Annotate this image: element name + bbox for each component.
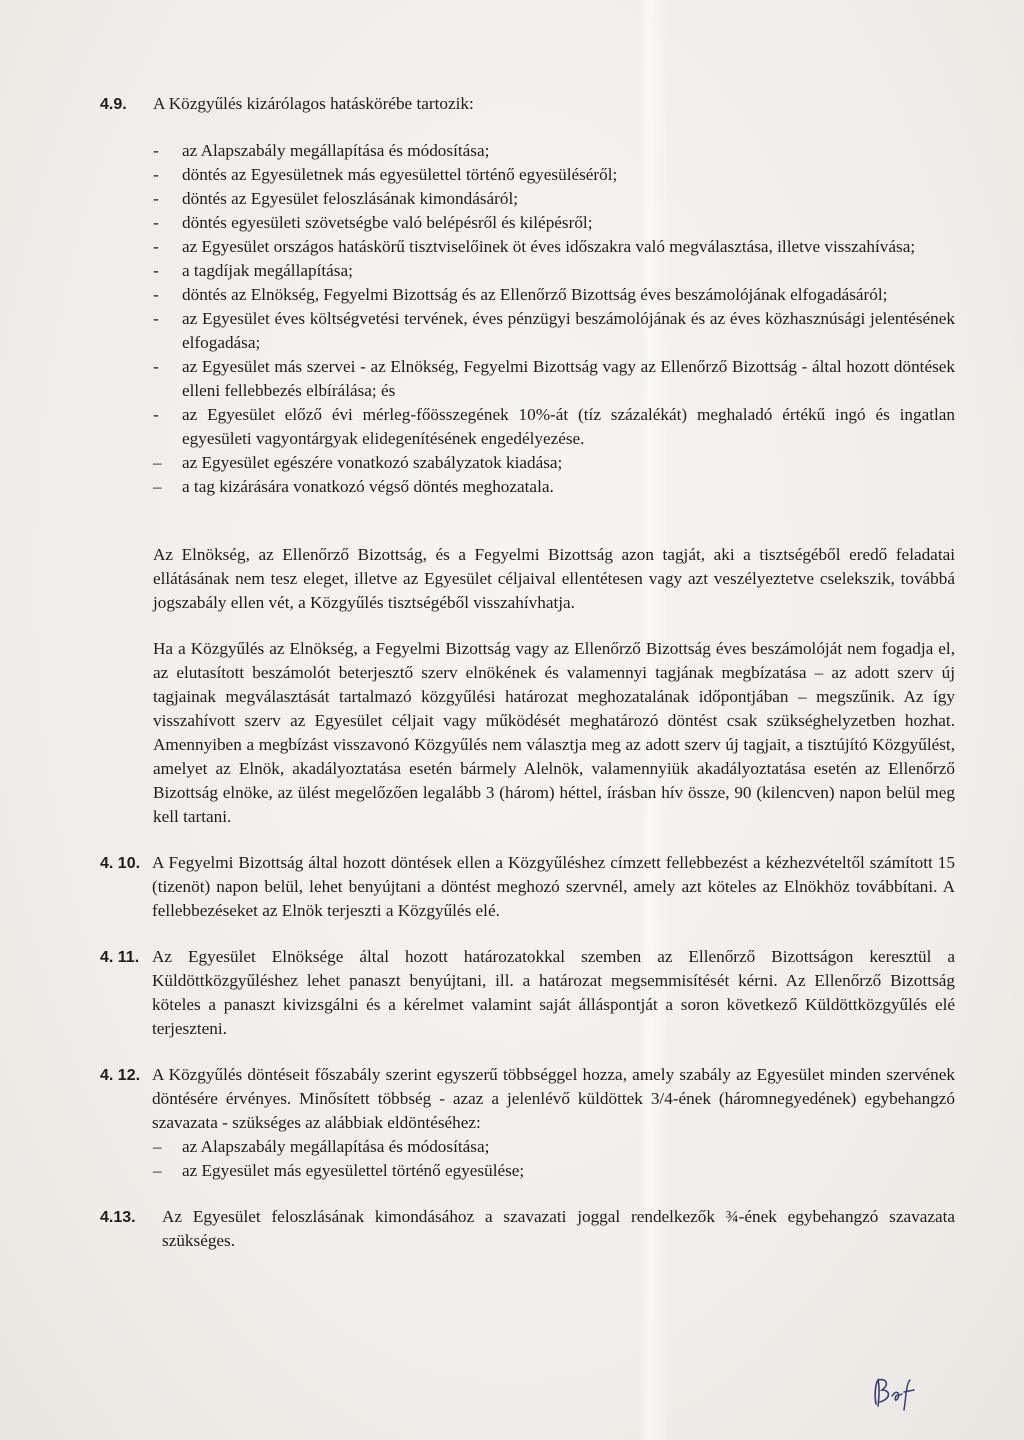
section-4-10 xyxy=(100,851,955,923)
section-text: Az Egyesület Elnöksége által hozott határozatokkal szemben az Ellenőrző Bizottságon keresztül a Küldöttközgyűléshez lehet panaszt benyújtani, ill. a határozat megsemmisítését kérni. Az Ellenőrző Bizottság köteles a panaszt kivizsgálni és a kérelmet valamint saját álláspontját a soron következő Küldöttközgyűlés elé terjeszteni. xyxy=(152,947,955,1038)
section-number: 4. 11. xyxy=(100,949,140,966)
list-item: - döntés az Egyesület feloszlásának kimondásáról; xyxy=(153,189,519,208)
report-rejection-paragraph: Ha a Közgyűlés az Elnökség, a Fegyelmi Bizottság vagy az Ellenőrző Bizottság éves beszámolóját nem fogadja el, az elutasított beszámolót beterjesztő szerv elnökének és valamennyi tagjának megbízatása – az adott szerv új tagjainak megválasztását tartalmazó közgyűlési határozat meghozatalának időpontjában – megszűnik. Az így visszahívott szerv az Egyesület céljait vagy működését meghatározó döntést csak szükséghelyzetben hozhat. Amennyiben a megbízást visszavonó Közgyűlés nem választja meg az adott szerv új tagjait, a tisztújító Közgyűlést, amelyet az Elnök, akadályoztatása esetén bármely Alelnök, valamennyiük akadályoztatása esetén az Ellenőrző Bizottság elnöke, az ülést megelőzően legalább 3 (három) héttel, írásban hív össze, 90 (kilencven) napon belül meg kell tartani. xyxy=(153,639,955,826)
list-item: - a tagdíjak megállapítása; xyxy=(153,261,353,280)
section-intro: A Közgyűlés kizárólagos hatáskörébe tartozik: xyxy=(153,94,474,113)
section-text: Az Egyesület feloszlásának kimondásához a szavazati joggal rendelkezők ¾-ének egybehangzó szavazata szükséges. xyxy=(162,1207,955,1250)
handwritten-initials xyxy=(870,1374,930,1414)
section-number: 4.13. xyxy=(100,1209,136,1226)
list-item: - az Egyesület éves költségvetési tervének, éves pénzügyi beszámolójának és az éves közhasznúsági jelentésének elfogadása; xyxy=(153,309,955,352)
section-4-9-heading xyxy=(100,92,955,117)
list-item: - döntés az Egyesületnek más egyesülettel történő egyesüléséről; xyxy=(153,165,618,184)
list-item: - az Egyesület előző évi mérleg-főösszegének 10%-át (tíz százalékát) meghaladó értékű ingó és ingatlan egyesületi vagyontárgyak elidegenítésének engedélyezése. xyxy=(153,405,955,448)
list-item: – az Egyesület egészére vonatkozó szabályzatok kiadása; xyxy=(153,453,563,472)
list-item: – az Egyesület más egyesülettel történő egyesülése; xyxy=(153,1161,525,1180)
section-number: 4. 12. xyxy=(100,1067,141,1084)
list-item: - az Egyesület országos hatáskörű tisztviselőinek öt éves időszakra való megválasztása, illetve visszahívása; xyxy=(153,237,916,256)
qualified-majority-list xyxy=(153,1135,955,1183)
section-4-13 xyxy=(100,1205,955,1253)
section-text: A Fegyelmi Bizottság által hozott döntések ellen a Közgyűléshez címzett fellebbezést a kézhezvételtől számított 15 (tizenöt) napon belül, lehet benyújtani a döntést meghozó szervnél, amely azt köteles az Elnökhöz továbbítani. A fellebbezéseket az Elnök terjeszti a Közgyűlés elé. xyxy=(152,853,955,920)
list-item: – az Alapszabály megállapítása és módosítása; xyxy=(153,1137,490,1156)
section-4-11 xyxy=(100,945,955,1041)
section-number: 4.9. xyxy=(100,96,127,113)
document-body xyxy=(100,92,955,1253)
recall-paragraph: Az Elnökség, az Ellenőrző Bizottság, és a Fegyelmi Bizottság azon tagját, aki a tisztségéből eredő feladatai ellátásának nem tesz eleget, illetve az Egyesület céljaival ellentétesen vagy azt veszélyeztetve cselekszik, továbbá jogszabály ellen vét, a Közgyűlés tisztségéből visszahívhatja. xyxy=(153,545,955,612)
section-text: A Közgyűlés döntéseit főszabály szerint egyszerű többséggel hozza, amely szabály az Egyesület minden szervének döntésére érvényes. Minősített többség - azaz a jelenlévő küldöttek 3/4-ének (háromnegyedének) egybehangzó szavazata - szükséges az alábbiak eldöntéséhez: xyxy=(152,1065,955,1132)
list-item: - az Egyesület más szervei - az Elnökség, Fegyelmi Bizottság vagy az Ellenőrző Bizottság - által hozott döntések elleni fellebbezés elbírálása; és xyxy=(153,357,955,400)
list-item: - döntés egyesületi szövetségbe való belépésről és kilépésről; xyxy=(153,213,593,232)
list-item: - döntés az Elnökség, Fegyelmi Bizottság és az Ellenőrző Bizottság éves beszámolójának elfogadásáról; xyxy=(153,285,888,304)
section-number: 4. 10. xyxy=(100,855,141,872)
list-item: - az Alapszabály megállapítása és módosítása; xyxy=(153,141,490,160)
section-4-12 xyxy=(100,1063,955,1135)
list-item: – a tag kizárására vonatkozó végső döntés meghozatala. xyxy=(153,477,554,496)
exclusive-powers-list xyxy=(153,139,955,499)
